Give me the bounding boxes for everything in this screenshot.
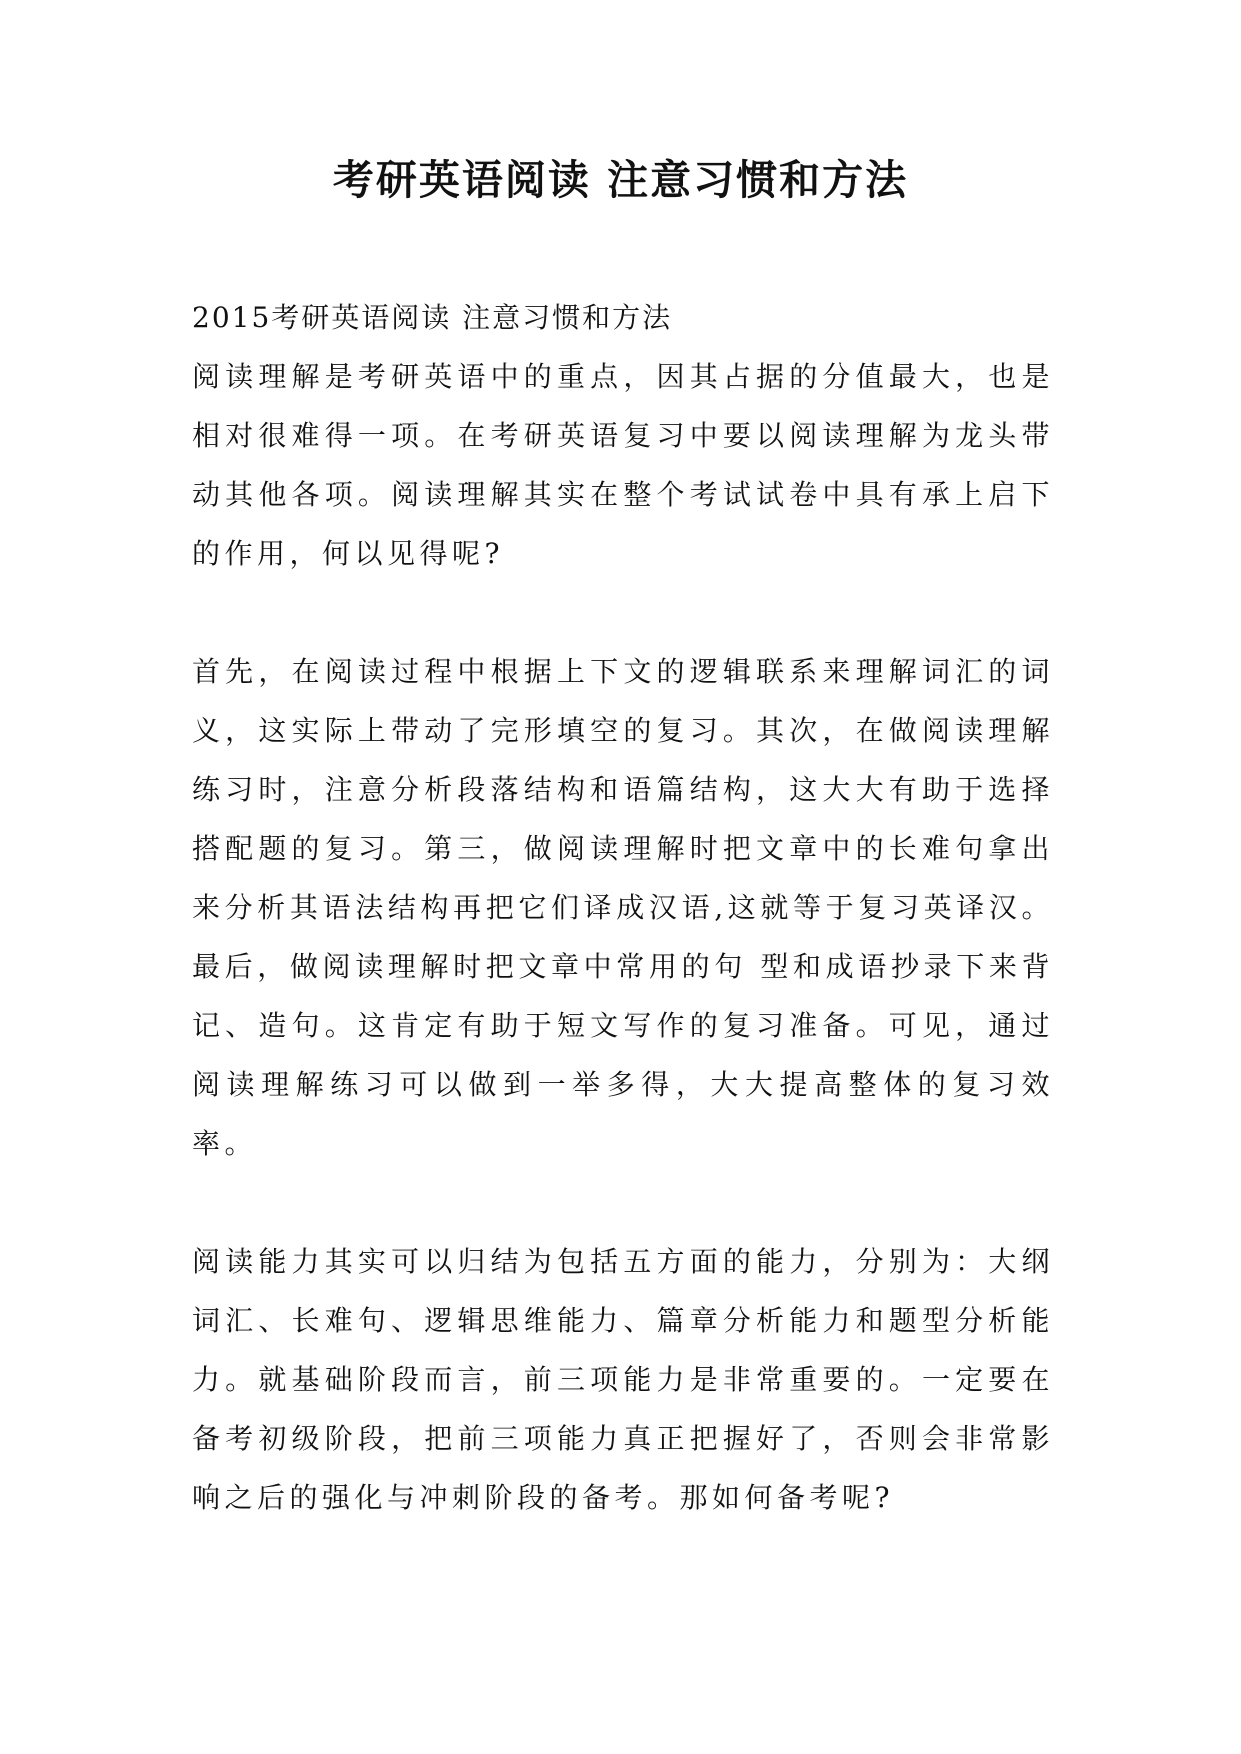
paragraph-2: 首先，在阅读过程中根据上下文的逻辑联系来理解词汇的词义，这实际上带动了完形填空的复习。其次，在做阅读理解练习时，注意分析段落结构和语篇结构，这大大有助于选择搭配题的复习。第三，做阅读理解时把文章中的长难句拿出来分析其语法结构再把它们译成汉语,这就等于复习英译汉。最后，做阅读理解时把文章中常用的句 型和成语抄录下来背记、造句。这肯定有助于短文写作的复习准备。可见，通过阅读理解练习可以做到一举多得，大大提高整体的复习效率。 bbox=[192, 655, 1054, 1160]
paragraph-3: 阅读能力其实可以归结为包括五方面的能力，分别为：大纲词汇、长难句、逻辑思维能力、篇章分析能力和题型分析能力。就基础阶段而言，前三项能力是非常重要的。一定要在备考初级阶段，把前三项能力真正把握好了，否则会非常影响之后的强化与冲刺阶段的备考。那如何备考呢? bbox=[192, 1245, 1054, 1514]
document-title: 考研英语阅读 注意习惯和方法 bbox=[332, 156, 909, 204]
paragraph-1: 阅读理解是考研英语中的重点，因其占据的分值最大，也是相对很难得一项。在考研英语复习中要以阅读理解为龙头带动其他各项。阅读理解其实在整个考试试卷中具有承上启下的作用，何以见得呢? bbox=[192, 360, 1054, 570]
document-body bbox=[192, 288, 1054, 1527]
document-subtitle: 2015考研英语阅读 注意习惯和方法 bbox=[192, 301, 673, 334]
